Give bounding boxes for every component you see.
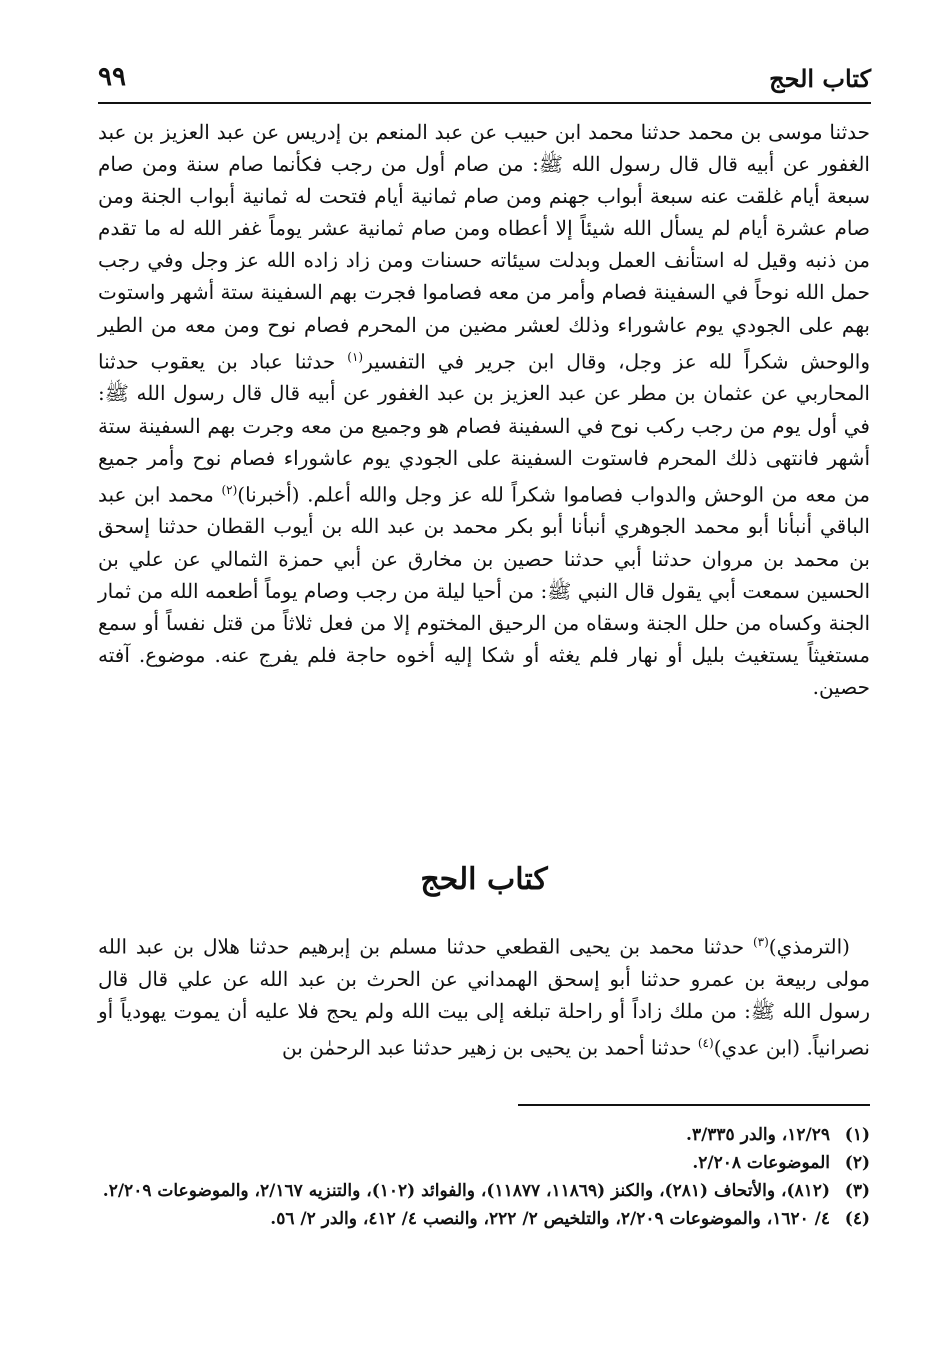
paragraph-text: حدثنا أحمد بن يحيى بن زهير حدثنا عبد الرحمٰن بن [282, 1035, 698, 1060]
paragraph-text: حدثنا موسى بن محمد حدثنا محمد ابن حبيب عن عبد المنعم بن إدريس عن عبد العزيز بن عبد الغفور عن أبيه قال قال رسول الله ﷺ: من صام أول من رجب فكأنما صام سنة ومن صام سبعة أيام غلقت عنه سبعة أبواب جهنم ومن صام ثمانية أيام فتحت له ثمانية أبواب الجنة ومن صام عشرة أيام لم يسأل الله شيئاً إلا أعطاه ومن صام ثمانية عشر يوماً غفر الله له ما تقدم من ذنبه وقيل له استأنف العمل وبدلت سيئاته حسنات ومن زاد زاده الله عز وجل وفي رجب حمل الله نوحاً في السفينة فصام وأمر من معه فصاموا فجرت بهم السفينة ستة أشهر واستوت بهم على الجودي يوم عاشوراء وذلك لعشر مضين من المحرم فصام نوح ومن معه من الطير والوحش شكراً لله عز وجل، وقال ابن جرير في التفسير [98, 120, 871, 374]
running-title: كتاب الحج [769, 64, 871, 93]
paragraph-text: حدثنا محمد بن يحيى القطعي حدثنا مسلم بن إبرهيم حدثنا هلال بن عبد الله مولى ربيعة بن عمرو حدثنا أبو إسحق الهمداني عن الحرث بن عبد الله عن علي قال قال رسول الله ﷺ: من ملك زاداً أو راحلة تبلغه إلى بيت الله ولم يحج فلا عليه أن يموت يهودياً أو نصرانياً. (ابن عدي) [98, 934, 870, 1060]
footnote-marker: (٣) [752, 935, 769, 949]
footnote-item [98, 1121, 870, 1149]
paragraph [98, 116, 870, 703]
footnotes [98, 1121, 870, 1233]
paragraph-text: (الترمذي) [768, 934, 850, 959]
paragraph-text: محمد ابن عبد الباقي أنبأنا أبو محمد الجوهري أنبأنا أبو بكر محمد بن عبد الله بن أيوب القطان حدثنا إسحق بن محمد بن مروان حدثنا أبي حدثنا حصين بن مخارق عن أبي حمزة الثمالي عن علي بن الحسين سمعت أبي يقول قال النبي ﷺ: من أحيا ليلة من رجب وصام يوماً أطعمه الله من ثمار الجنة وكساه من حلل الجنة وسقاه من الرحيق المختوم إلا من فعل ثلاثاً من قتل نفساً أو سمع مستغيثاً يستغيث بليل أو نهار فلم يغثه أو شكا إليه أخوه حاجة فلم يفرج عنه. موضوع. آفته حصين. [98, 482, 870, 699]
paragraph [98, 926, 870, 1064]
footnote-item [98, 1177, 870, 1205]
footnote-marker: (٢) [221, 482, 238, 497]
footnote-text: ٤/ ١٦٢٠، والموضوعات ٢/٢٠٩، والتلخيص ٢/ ٢٢٢، والنصب ٤/ ٤١٢، والدر ٢/ ٥٦. [270, 1209, 830, 1229]
footnote-item [98, 1205, 870, 1233]
footnote-number: (٤) [844, 1209, 870, 1229]
footnote-separator [518, 1104, 870, 1106]
page-header [98, 62, 871, 104]
footnote-number: (١) [844, 1125, 870, 1145]
footnote-marker: (٤) [697, 1035, 714, 1050]
footnote-number: (٢) [844, 1153, 870, 1173]
footnote-item [98, 1149, 870, 1177]
footnote-marker: (١) [347, 349, 364, 364]
footnote-text: الموضوعات ٢/٢٠٨. [692, 1153, 830, 1173]
page-number: ٩٩ [98, 62, 126, 92]
paragraph-text: حدثنا عباد بن يعقوب حدثنا المحاربي عن عثمان بن مطر عن عبد العزيز بن عبد الغفور عن أبيه قال قال رسول الله ﷺ: في أول يوم من رجب ركب نوح في السفينة فصام هو وجميع من معه وجرت بهم السفينة ستة أشهر فانتهى ذلك المحرم فاستوت السفينة على الجودي يوم عاشوراء فصام نوح وأمر جميع من معه من الوحش والدواب فصاموا شكراً لله عز وجل والله أعلم. (أخبرنا) [98, 349, 871, 507]
section-text [98, 926, 870, 1064]
section-heading: كتاب الحج [420, 862, 548, 897]
footnote-number: (٣) [844, 1181, 870, 1201]
footnote-text: ١٢/٢٩، والدر ٣/٣٣٥. [686, 1125, 830, 1145]
footnote-text: (٨١٢)، والأتحاف (٢٨١)، والكنز (١١٨٦٩، ١١٨٧٧)، والفوائد (١٠٢)، والتنزيه ٢/١٦٧، والموضوعات ٢/٢٠٩. [102, 1181, 830, 1201]
main-text [98, 116, 870, 703]
